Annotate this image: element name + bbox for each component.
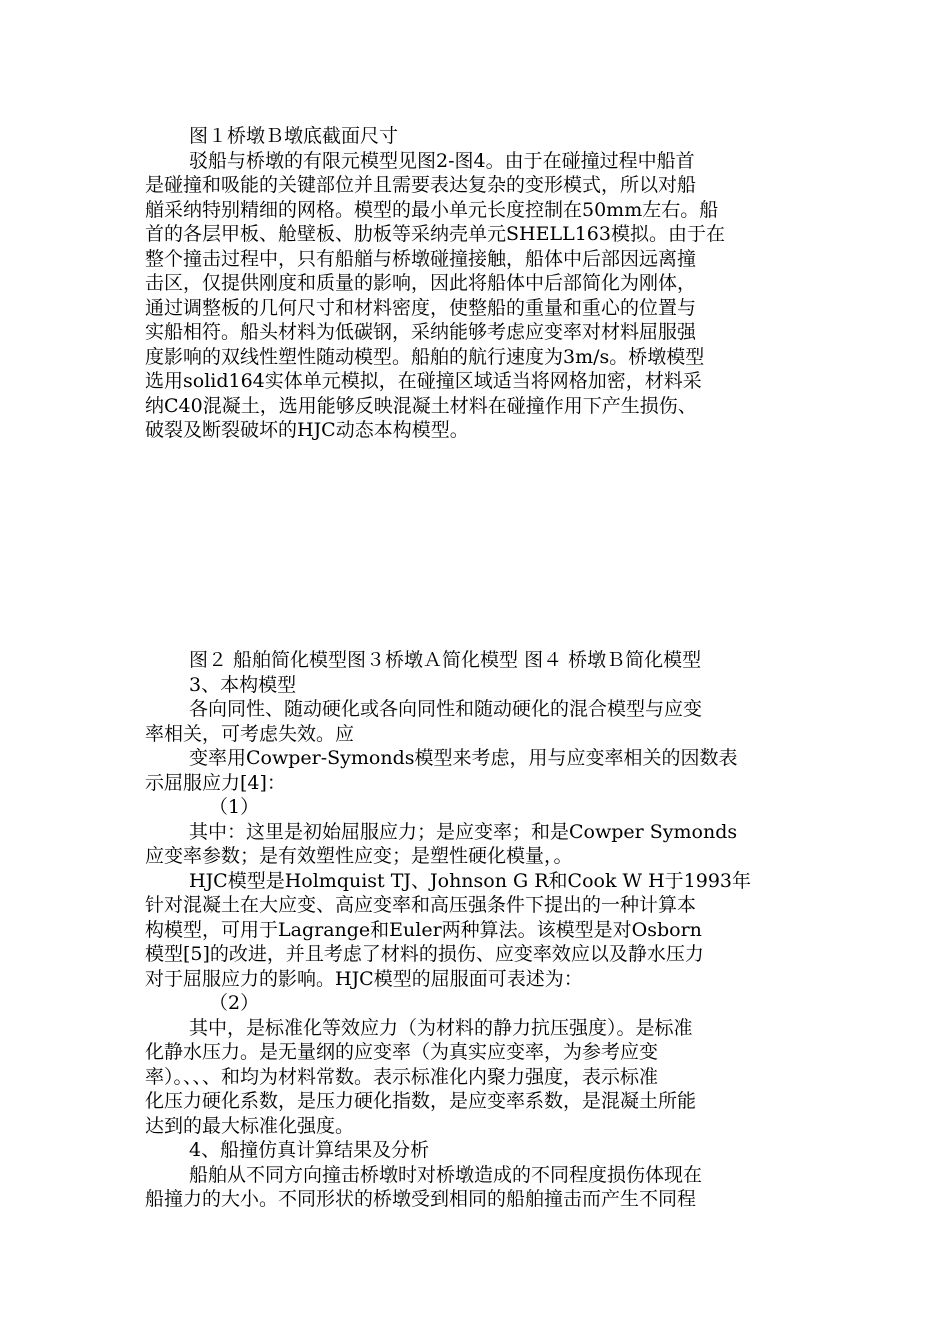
paragraph-line: 率相关，可考虑失效。应 — [145, 722, 355, 745]
text-block-model-description — [145, 124, 805, 443]
paragraph-line: 模型[5]的改进，并且考虑了材料的损伤、应变率效应以及静水压力 — [145, 943, 704, 965]
section-heading-3: 3、本构模型 — [189, 673, 297, 696]
paragraph-line: 变率用Cowper-Symonds模型来考虑，用与应变率相关的因数表 — [189, 747, 738, 769]
paragraph-line: 船撞力的大小。不同形状的桥墩受到相同的船舶撞击而产生不同程 — [145, 1188, 697, 1210]
paragraph-line: 整个撞击过程中，只有船艏与桥墩碰撞接触，船体中后部因远离撞 — [145, 247, 697, 270]
paragraph-line: 击区，仅提供刚度和质量的影响，因此将船体中后部简化为刚体， — [145, 272, 697, 294]
paragraph-line: 船舶从不同方向撞击桥墩时对桥墩造成的不同程度损伤体现在 — [189, 1163, 703, 1186]
paragraph-line: 其中：这里是初始屈服应力；是应变率；和是Cowper Symonds — [189, 820, 738, 843]
paragraph-line: 破裂及断裂破坏的HJC动态本构模型。 — [145, 419, 469, 441]
paragraph-line: 其中，是标准化等效应力（为材料的静力抗压强度）。是标准 — [189, 1016, 693, 1039]
section-heading-4: 4、船撞仿真计算结果及分析 — [189, 1139, 430, 1161]
paragraph-line: 应变率参数；是有效塑性应变；是塑性硬化模量，。 — [145, 845, 573, 867]
paragraph-line: 首的各层甲板、舱壁板、肋板等采纳壳单元SHELL163模拟。由于在 — [145, 223, 725, 245]
paragraph-line: 化静水压力。是无量纲的应变率（为真实应变率，为参考应变 — [145, 1041, 659, 1063]
paragraph-line: 构模型，可用于Lagrange和Euler两种算法。该模型是对Osborn — [145, 918, 702, 941]
paragraph-line: 通过调整板的几何尺寸和材料密度，使整船的重量和重心的位置与 — [145, 296, 697, 319]
equation-number-1: （1） — [209, 796, 260, 818]
equation-number-2: （2） — [209, 992, 260, 1014]
paragraph-line: 纳C40混凝土，选用能够反映混凝土材料在碰撞作用下产生损伤、 — [145, 394, 697, 417]
paragraph-line: 是碰撞和吸能的关键部位并且需要表达复杂的变形模式，所以对船 — [145, 174, 697, 196]
figure-caption-1: 图１桥墩Ｂ墩底截面尺寸 — [189, 125, 399, 147]
paragraph-line: 驳船与桥墩的有限元模型见图2-图4。由于在碰撞过程中船首 — [189, 149, 695, 172]
figure-caption-2-3-4: 图２ 船舶简化模型图３桥墩Ａ简化模型 图４ 桥墩Ｂ简化模型 — [189, 649, 702, 671]
paragraph-line: 艏采纳特别精细的网格。模型的最小单元长度控制在50mm左右。船 — [145, 198, 719, 221]
paragraph-line: 对于屈服应力的影响。HJC模型的屈服面可表述为： — [145, 967, 583, 990]
paragraph-line: 选用solid164实体单元模拟，在碰撞区域适当将网格加密，材料采 — [145, 370, 702, 392]
paragraph-line: 示屈服应力[4]： — [145, 771, 286, 794]
paragraph-line: 化压力硬化系数，是压力硬化指数，是应变率系数，是混凝土所能 — [145, 1090, 697, 1112]
paragraph-line: 达到的最大标准化强度。 — [145, 1114, 355, 1137]
paragraph-line: HJC模型是Holmquist TJ、Johnson G R和Cook W H于1993年 — [189, 869, 751, 892]
paragraph-line: 度影响的双线性塑性随动模型。船舶的航行速度为3m/s。桥墩模型 — [145, 345, 705, 368]
text-block-constitutive-model — [145, 648, 805, 1212]
paragraph-line: 针对混凝土在大应变、高应变率和高压强条件下提出的一种计算本 — [145, 894, 697, 916]
paragraph-line: 率）。、、、和均为材料常数。表示标准化内聚力强度，表示标准 — [145, 1065, 659, 1088]
paragraph-line: 各向同性、随动硬化或各向同性和随动硬化的混合模型与应变 — [189, 698, 703, 720]
paragraph-line: 实船相符。船头材料为低碳钢，采纳能够考虑应变率对材料屈服强 — [145, 321, 697, 343]
